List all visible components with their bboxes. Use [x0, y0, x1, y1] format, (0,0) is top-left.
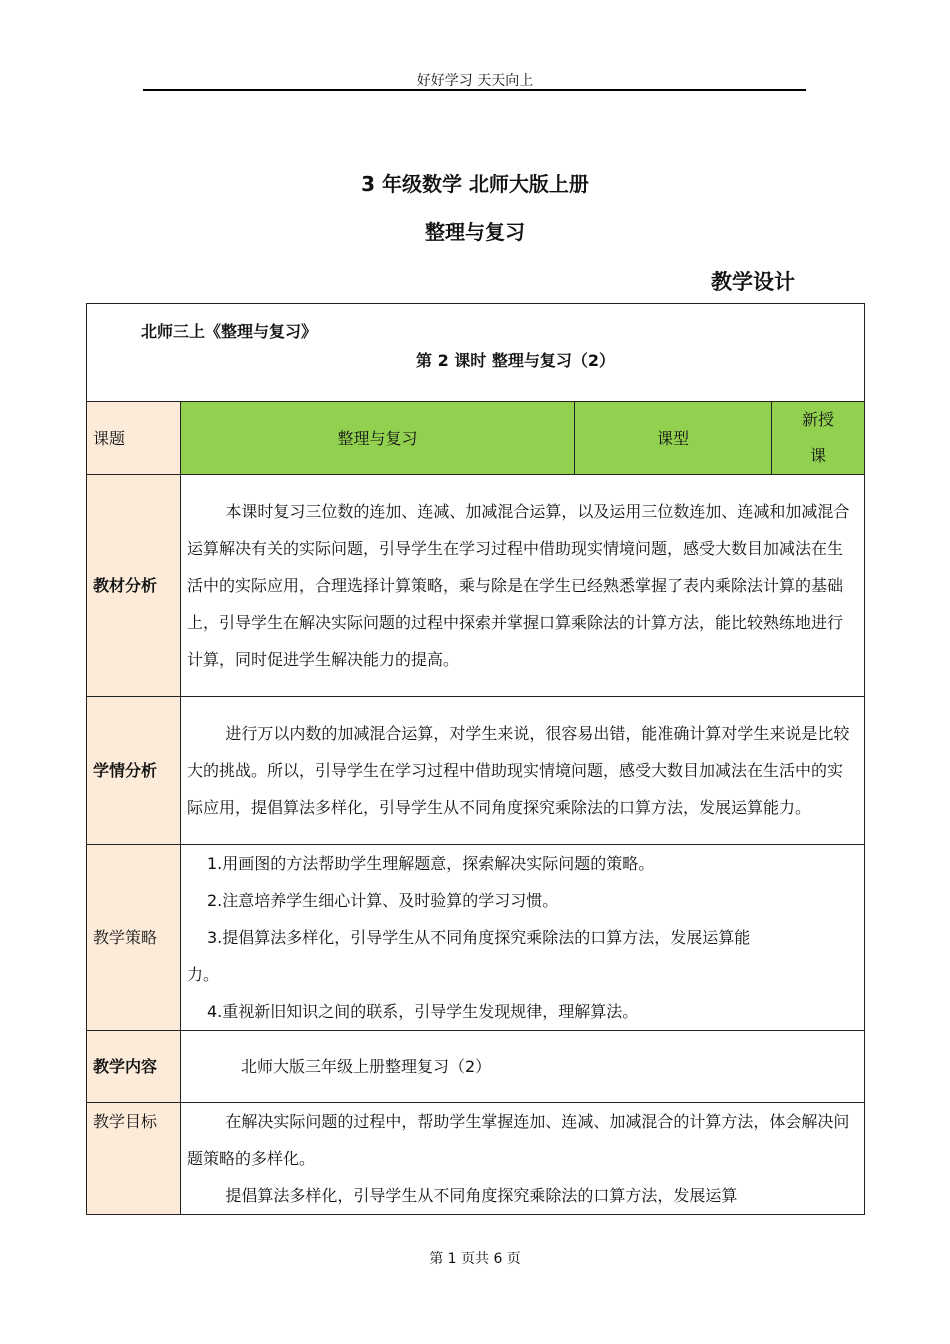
topic-label: 课题	[87, 402, 181, 475]
type-value-text: 新授课	[802, 410, 835, 465]
doc-title-topic: 整理与复习	[425, 220, 525, 244]
strategy-item-1: 1.用画图的方法帮助学生理解题意，探索解决实际问题的策略。	[207, 854, 655, 873]
page-footer: 第 1 页共 6 页	[429, 1251, 521, 1267]
content-text-value: 北师大版三年级上册整理复习（2）	[241, 1057, 492, 1076]
strategy-item-3: 3.提倡算法多样化，引导学生从不同角度探究乘除法的口算方法，发展运算能	[207, 928, 751, 947]
strategy-label: 教学策略	[87, 845, 181, 1031]
goal-paragraph-2: 提倡算法多样化，引导学生从不同角度探究乘除法的口算方法，发展运算	[225, 1186, 738, 1205]
strategy-list	[181, 845, 865, 1031]
type-label: 课型	[575, 402, 772, 475]
intro-line-2: 第 2 课时 整理与复习（2）	[416, 351, 616, 370]
student-text: 进行万以内数的加减混合运算，对学生来说，很容易出错，能准确计算对学生来说是比较大的挑战。所以，引导学生在学习过程中借助现实情境问题，感受大数目加减法在生活中的实际应用，提倡算法多样化，引导学生从不同角度探究乘除法的口算方法，发展运算能力。	[181, 697, 865, 845]
doc-title-design: 教学设计	[711, 270, 795, 294]
header-rule	[143, 89, 806, 91]
strategy-item-2: 2.注意培养学生细心计算、及时验算的学习习惯。	[207, 891, 559, 910]
content-label: 教学内容	[87, 1031, 181, 1103]
page-header: 好好学习 天天向上	[416, 73, 534, 89]
student-label: 学情分析	[87, 697, 181, 845]
content-text	[181, 1031, 865, 1103]
goal-text	[181, 1103, 865, 1215]
goal-paragraph-1: 在解决实际问题的过程中，帮助学生掌握连加、连减、加减混合的计算方法，体会解决问题策略的多样化。	[187, 1112, 850, 1168]
intro-cell	[87, 304, 865, 402]
doc-title-grade: 3 年级数学 北师大版上册	[361, 172, 589, 196]
topic-value: 整理与复习	[181, 402, 575, 475]
strategy-item-4: 4.重视新旧知识之间的联系，引导学生发现规律，理解算法。	[207, 1002, 639, 1021]
type-value	[772, 402, 865, 475]
lesson-plan-table	[86, 303, 865, 1215]
material-label: 教材分析	[87, 475, 181, 697]
strategy-item-3-cont: 力。	[187, 965, 220, 984]
goal-label: 教学目标	[87, 1103, 181, 1215]
intro-line-1: 北师三上《整理与复习》	[141, 322, 318, 341]
material-text: 本课时复习三位数的连加、连减、加减混合运算，以及运用三位数连加、连减和加减混合运算解决有关的实际问题，引导学生在学习过程中借助现实情境问题，感受大数目加减法在生活中的实际应用，合理选择计算策略，乘与除是在学生已经熟悉掌握了表内乘除法计算的基础上，引导学生在解决实际问题的过程中探索并掌握口算乘除法的计算方法，能比较熟练地进行计算，同时促进学生解决能力的提高。	[181, 475, 865, 697]
